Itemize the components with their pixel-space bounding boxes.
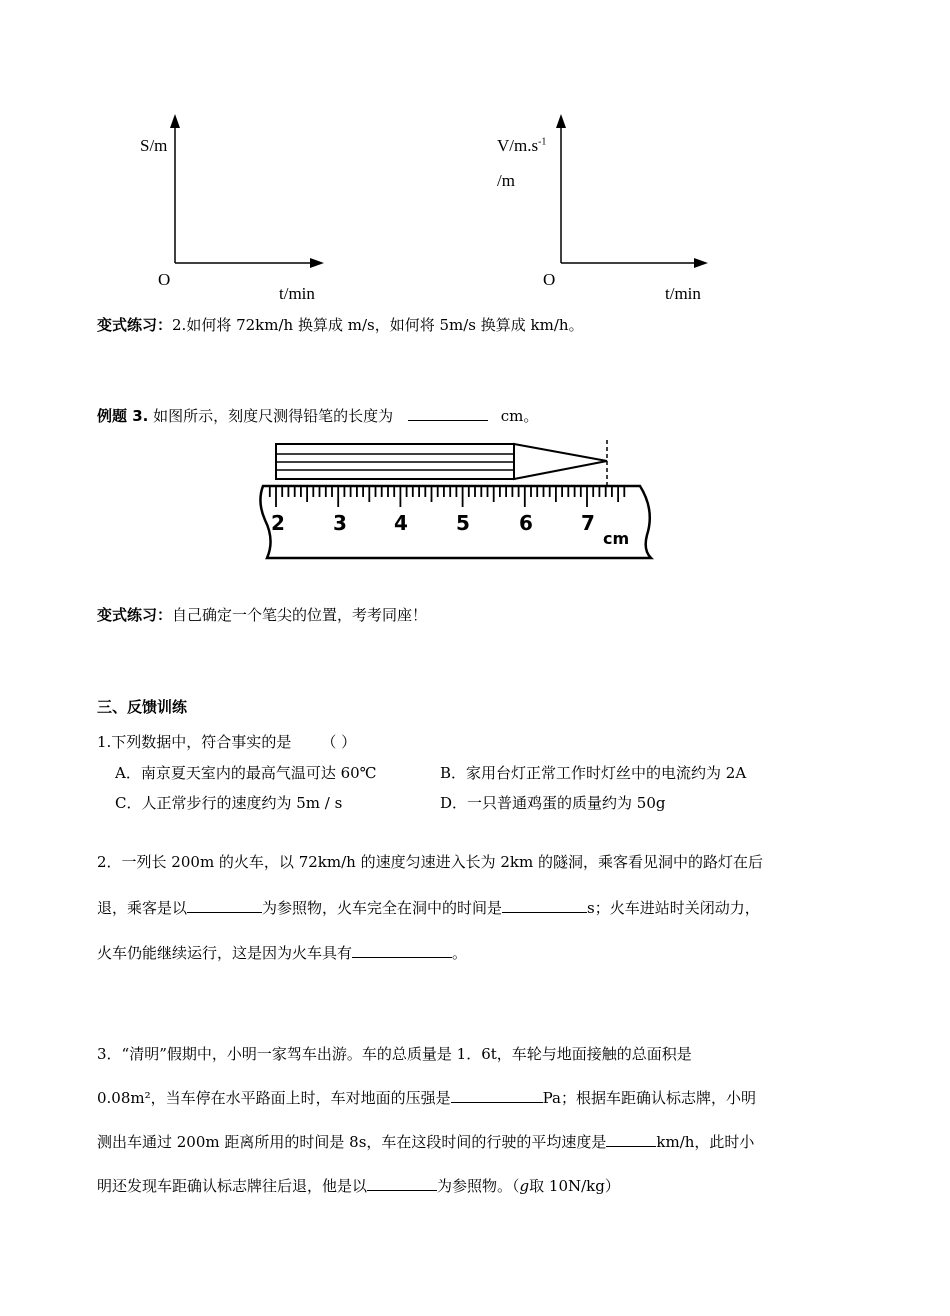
- q1-option-a: A．南京夏天室内的最高气温可达 60℃: [115, 764, 377, 782]
- q3-line-4-b: 为参照物。（: [437, 1177, 520, 1195]
- practice-1-label: 变式练习：: [97, 316, 173, 334]
- pencil: [276, 440, 607, 486]
- q1-stem-text: 1.下列数据中，符合事实的是: [97, 733, 292, 751]
- q2-line-3: [97, 942, 467, 963]
- q2-line-2: [97, 897, 760, 918]
- q2-line-2-c: s；火车进站时关闭动力，: [587, 899, 760, 917]
- practice-2-text: 自己确定一个笔尖的位置，考考同座！: [172, 606, 428, 624]
- q3-line-1: 3．“清明”假期中，小明一家驾车出游。车的总质量是 1．6t，车轮与地面接触的总面积是: [97, 1045, 692, 1063]
- q2-line-2-b: 为参照物，火车完全在洞中的时间是: [262, 899, 503, 917]
- q3-line-4-a: 明还发现车距确认标志牌往后退，他是以: [97, 1177, 368, 1195]
- example-3: [97, 405, 538, 426]
- practice-2: [97, 604, 427, 625]
- graph-right-ylabel: $V/m.s^{-1}$: [497, 136, 547, 155]
- graph-right-ylabel-second: /m: [497, 171, 515, 190]
- practice-2-label: 变式练习：: [97, 606, 173, 624]
- q1-stem: [97, 731, 356, 752]
- q2-blank-1: [187, 898, 262, 913]
- q3-line-4: [97, 1175, 620, 1196]
- q2-line-3-b: 。: [452, 944, 468, 962]
- ruler-number-6: 6: [519, 511, 533, 535]
- q3-blank-1: [451, 1088, 543, 1103]
- q2-blank-2: [502, 898, 587, 913]
- q3-line-3-b: km/h，此时小: [656, 1133, 755, 1151]
- ruler-number-7: 7: [581, 511, 595, 535]
- q2-line-2-a: 退，乘客是以: [97, 899, 188, 917]
- q2-line-1: 2．一列长 200m 的火车，以 72km/h 的速度匀速进入长为 2km 的隧洞，乘客看见洞中的路灯在后: [97, 853, 763, 871]
- q3-line-3-a: 测出车通过 200m 距离所用的时间是 8s，车在这段时间的行驶的平均速度是: [97, 1133, 607, 1151]
- practice-1-text: 2.如何将 72km/h 换算成 m/s，如何将 5m/s 换算成 km/h。: [172, 316, 584, 334]
- ruler-number-4: 4: [394, 511, 408, 535]
- graph-right-xlabel: t/min: [665, 284, 701, 303]
- q3-line-2-a: 0.08m²，当车停在水平路面上时，车对地面的压强是: [97, 1089, 451, 1107]
- q2-blank-3: [352, 943, 452, 958]
- q3-line-2: [97, 1087, 756, 1108]
- graph-left-ylabel: S/m: [140, 136, 168, 155]
- q3-blank-2: [606, 1132, 656, 1147]
- q3-g-symbol: g: [519, 1177, 530, 1195]
- q1-option-d: D．一只普通鸡蛋的质量约为 50g: [440, 794, 666, 812]
- q3-blank-3: [367, 1176, 437, 1191]
- graph-left-axes: [160, 108, 330, 283]
- q3-line-3: [97, 1131, 754, 1152]
- practice-1: [97, 314, 584, 335]
- ruler-number-2: 2: [271, 511, 285, 535]
- example-3-blank: [408, 406, 488, 421]
- example-3-label: 例题 3.: [97, 407, 149, 425]
- graph-right-axes: [546, 108, 716, 283]
- q1-paren: （ ）: [321, 733, 357, 751]
- graph-left-origin: O: [158, 270, 171, 289]
- section-3-title: 三、反馈训练: [97, 698, 188, 716]
- graph-right-origin: O: [543, 270, 556, 289]
- ruler-number-3: 3: [333, 511, 347, 535]
- example-3-unit: cm。: [500, 407, 539, 425]
- q1-option-c: C．人正常步行的速度约为 5m / s: [115, 794, 343, 812]
- graph-left-xlabel: t/min: [279, 284, 315, 303]
- q3-line-2-b: Pa；根据车距确认标志牌，小明: [542, 1089, 757, 1107]
- q1-option-b: B．家用台灯正常工作时灯丝中的电流约为 2A: [440, 764, 747, 782]
- q3-line-4-c: 取 10N/kg）: [529, 1177, 620, 1195]
- example-3-text: 如图所示，刻度尺测得铅笔的长度为: [148, 407, 394, 425]
- q2-line-3-a: 火车仍能继续运行，这是因为火车具有: [97, 944, 353, 962]
- ruler-figure: [255, 440, 665, 565]
- ruler: [260, 486, 651, 558]
- ruler-number-5: 5: [456, 511, 470, 535]
- ruler-unit: cm: [603, 529, 630, 548]
